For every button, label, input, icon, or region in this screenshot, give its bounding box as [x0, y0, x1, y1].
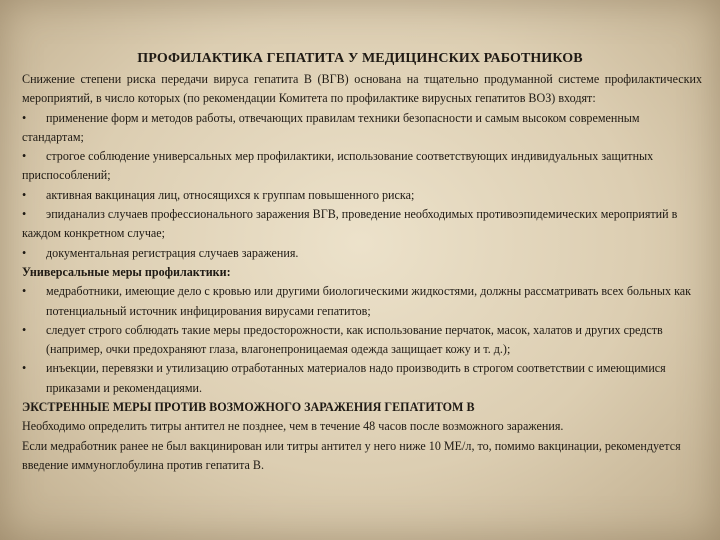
bullet-text: документальная регистрация случаев заражения.: [46, 245, 299, 260]
bullet-item-5: [22, 244, 702, 263]
bullet-marker: •: [22, 207, 27, 222]
bullet-marker: •: [22, 361, 27, 376]
bullet-marker: •: [22, 284, 27, 299]
bullet-text: следует строго соблюдать такие меры предосторожности, как использование перчаток, масок, халатов и других средств (например, очки предохраняют глаза, влагонепроницаемая одежда защищает кожу и т. д.);: [46, 322, 663, 357]
bullet-item-1: [22, 109, 702, 148]
emergency-paragraph-1: Необходимо определить титры антител не позднее, чем в течение 48 часов после возможного заражения.: [22, 419, 564, 434]
bullet-marker: •: [22, 187, 27, 202]
slide-content: [22, 70, 702, 475]
universal-heading: Универсальные меры профилактики:: [22, 264, 231, 279]
bullet-item-2: [22, 147, 702, 186]
universal-bullet-3: [22, 359, 702, 398]
bullet-item-3: [22, 186, 702, 205]
slide-title: ПРОФИЛАКТИКА ГЕПАТИТА У МЕДИЦИНСКИХ РАБОТНИКОВ: [137, 51, 583, 66]
bullet-text: инъекции, перевязки и утилизацию отработанных материалов надо производить в строгом соответствии с имеющимися приказами и рекомендациями.: [46, 361, 666, 395]
bullet-marker: •: [22, 149, 27, 164]
emergency-heading: ЭКСТРЕННЫЕ МЕРЫ ПРОТИВ ВОЗМОЖНОГО ЗАРАЖЕНИЯ ГЕПАТИТОМ В: [22, 400, 475, 415]
intro-paragraph: Снижение степени риска передачи вируса гепатита В (ВГВ) основана на тщательно продуманной системе профилактических мероприятий, в число которых (по рекомендации Комитета по профилактике вирусных гепатитов ВОЗ) входят:: [22, 72, 702, 106]
bullet-text: эпиданализ случаев профессионального заражения ВГВ, проведение необходимых противоэпидемических мероприятий в каждом конкретном случае;: [22, 207, 678, 241]
bullet-marker: •: [22, 322, 27, 337]
bullet-text: строгое соблюдение универсальных мер профилактики, использование соответствующих индивидуальных защитных приспособлений;: [22, 149, 654, 183]
bullet-item-4: [22, 205, 702, 244]
bullet-marker: •: [22, 110, 27, 125]
bullet-text: применение форм и методов работы, отвечающих правилам техники безопасности и самым высоком современным стандартам;: [22, 110, 640, 144]
bullet-text: медработники, имеющие дело с кровью или другими биологическими жидкостями, должны рассматривать всех больных как потенциальный источник инфицирования вирусами гепатитов;: [46, 284, 692, 318]
bullet-text: активная вакцинация лиц, относящихся к группам повышенного риска;: [46, 187, 415, 202]
universal-bullet-2: [22, 321, 702, 360]
bullet-marker: •: [22, 245, 27, 260]
emergency-paragraph-2: Если медработник ранее не был вакцинирован или титры антител у него ниже 10 МЕ/л, то, помимо вакцинации, рекомендуется введение иммуноглобулина против гепатита В.: [22, 438, 681, 472]
universal-bullet-1: [22, 282, 702, 321]
